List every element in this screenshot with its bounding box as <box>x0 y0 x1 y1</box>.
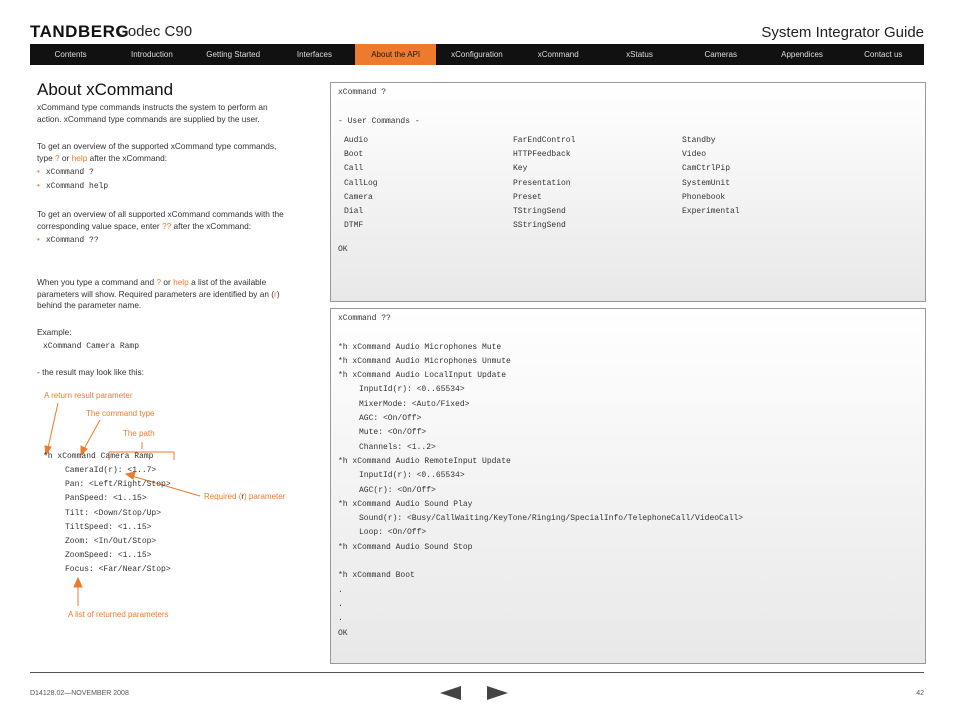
valuespace-line: *h xCommand Audio RemoteInput Update <box>338 456 511 466</box>
valuespace-line: InputId(r): <0..65534> <box>359 471 465 481</box>
command-item: Boot <box>344 150 364 160</box>
brand-logo: TANDBERG <box>30 22 130 41</box>
valuespace-line: . <box>338 614 343 624</box>
example-label: Example: <box>37 327 72 337</box>
command-item: Call <box>344 164 364 174</box>
result-parameter-list <box>65 466 171 580</box>
command-item: Preset <box>513 192 542 202</box>
command-item: CallLog <box>344 178 378 188</box>
command-column <box>344 136 378 235</box>
command-item: Audio <box>344 136 369 145</box>
next-page-icon[interactable] <box>487 686 508 700</box>
nav-tab-xconfiguration[interactable]: xConfiguration <box>451 50 503 59</box>
valuespace-line: Loop: <On/Off> <box>359 528 427 538</box>
overview-paragraph: To get an overview of the supported xCommand type commands, type ? or help after the xCommand: <box>37 141 277 163</box>
result-parameter-line: CameraId(r): <1..7> <box>65 466 157 475</box>
panel1-header: - User Commands - <box>338 117 420 126</box>
command-column <box>513 136 575 235</box>
result-parameter-line: TiltSpeed: <1..15> <box>65 522 152 532</box>
command-item: DTMF <box>344 221 364 231</box>
page-number: 42 <box>916 690 924 697</box>
valuespace-line: Mute: <On/Off> <box>359 428 427 438</box>
bullet-xcommand-question: • xCommand ? <box>37 167 94 177</box>
valuespace-line: MixerMode: <Auto/Fixed> <box>359 399 470 409</box>
annotation-returned-parameters: A list of returned parameters <box>68 610 169 619</box>
command-item: Video <box>682 150 707 160</box>
prev-page-icon[interactable] <box>440 686 461 700</box>
result-parameter-line: PanSpeed: <1..15> <box>65 494 147 504</box>
valuespace-line: *h xCommand Audio Microphones Mute <box>338 342 502 352</box>
valuespace-line: OK <box>338 628 348 638</box>
nav-tab-contact-us[interactable]: Contact us <box>864 50 903 59</box>
result-label: - the result may look like this: <box>37 367 144 377</box>
annotation-path: The path <box>123 429 155 438</box>
parameters-paragraph: When you type a command and ? or help a list of the available parameters will show. Required parameters are identified by an (r) behind the parameter name. <box>37 277 280 310</box>
valuespace-line: *h xCommand Audio LocalInput Update <box>338 371 507 381</box>
command-list-panel <box>330 82 926 302</box>
result-parameter-line: Pan: <Left/Right/Stop> <box>65 480 171 490</box>
panel1-ok: OK <box>338 245 348 254</box>
command-item: Key <box>513 164 528 174</box>
valuespace-line: Channels: <1..2> <box>359 442 436 452</box>
valuespace-line: xCommand ?? <box>338 314 391 323</box>
bullet-xcommand-valuespace: • xCommand ?? <box>37 235 99 245</box>
result-parameter-line: Focus: <Far/Near/Stop> <box>65 565 171 575</box>
command-item: Dial <box>344 206 364 216</box>
valuespace-line: AGC: <On/Off> <box>359 414 422 424</box>
product-name: Codec C90 <box>117 23 193 40</box>
command-column <box>682 136 740 221</box>
command-item: Presentation <box>513 178 571 188</box>
valuespace-line: *h xCommand Audio Sound Stop <box>338 542 473 552</box>
valuespace-line: *h xCommand Audio Sound Play <box>338 499 473 509</box>
nav-tab-contents[interactable]: Contents <box>54 50 87 59</box>
valuespace-line: . <box>338 599 343 609</box>
example-code: xCommand Camera Ramp <box>43 342 140 351</box>
command-item: SystemUnit <box>682 178 731 188</box>
nav-tab-cameras[interactable]: Cameras <box>704 50 737 59</box>
command-item: Experimental <box>682 206 740 216</box>
panel1-command: xCommand ? <box>338 88 387 97</box>
command-item: Camera <box>344 192 373 202</box>
page-title: About xCommand <box>37 80 174 99</box>
nav-tab-getting-started[interactable]: Getting Started <box>206 50 261 59</box>
valuespace-line <box>338 557 743 571</box>
valuespace-line <box>338 328 743 342</box>
nav-tab-xstatus[interactable]: xStatus <box>626 50 653 59</box>
command-item: TStringSend <box>513 206 566 216</box>
annotation-required-parameter: Required (r) parameter <box>204 492 286 501</box>
nav-tab-xcommand[interactable]: xCommand <box>537 50 579 59</box>
document-id: D14128.02—NOVEMBER 2008 <box>30 690 129 697</box>
result-parameter-line: ZoomSpeed: <1..15> <box>65 551 152 561</box>
valuespace-lines <box>338 314 743 643</box>
valuespace-paragraph: To get an overview of all supported xCommand commands with the corresponding value space, enter ?? after the xCommand: <box>37 209 284 231</box>
annotation-command-type: The command type <box>86 409 155 418</box>
nav-tab-introduction[interactable]: Introduction <box>130 50 173 59</box>
command-item: CamCtrlPip <box>682 164 731 174</box>
arrow-return-result <box>48 403 58 448</box>
nav-tab-appendices[interactable]: Appendices <box>781 50 823 59</box>
command-item: Standby <box>682 136 716 145</box>
valuespace-line: . <box>338 585 343 595</box>
result-parameter-line: Zoom: <In/Out/Stop> <box>65 536 157 546</box>
result-parameter-line: Tilt: <Down/Stop/Up> <box>65 508 162 518</box>
valuespace-line: AGC(r): <On/Off> <box>359 485 436 495</box>
guide-title: System Integrator Guide <box>761 24 924 41</box>
valuespace-line: Sound(r): <Busy/CallWaiting/KeyTone/Ringing/SpecialInfo/TelephoneCall/VideoCall> <box>359 514 744 524</box>
footer-divider <box>30 672 924 673</box>
command-item: Phonebook <box>682 192 726 202</box>
command-item: SStringSend <box>513 221 566 231</box>
valuespace-line: *h xCommand Boot <box>338 571 415 581</box>
valuespace-line: InputId(r): <0..65534> <box>359 385 465 395</box>
nav-tab-about-the-api[interactable]: About the API <box>355 44 436 65</box>
arrow-command-type <box>84 420 100 449</box>
command-item: FarEndControl <box>513 136 576 145</box>
command-item: HTTPFeedback <box>513 150 571 160</box>
nav-tab-interfaces[interactable]: Interfaces <box>296 50 332 59</box>
valuespace-line: *h xCommand Audio Microphones Unmute <box>338 356 511 366</box>
annotation-return-result: A return result parameter <box>44 391 133 400</box>
command-valuespace-panel <box>330 308 926 664</box>
bullet-xcommand-help: • xCommand help <box>37 181 109 191</box>
result-head: *h xCommand Camera Ramp <box>43 452 154 461</box>
intro-paragraph: xCommand type commands instructs the system to perform an action. xCommand type commands are supplied by the user. <box>37 102 268 124</box>
